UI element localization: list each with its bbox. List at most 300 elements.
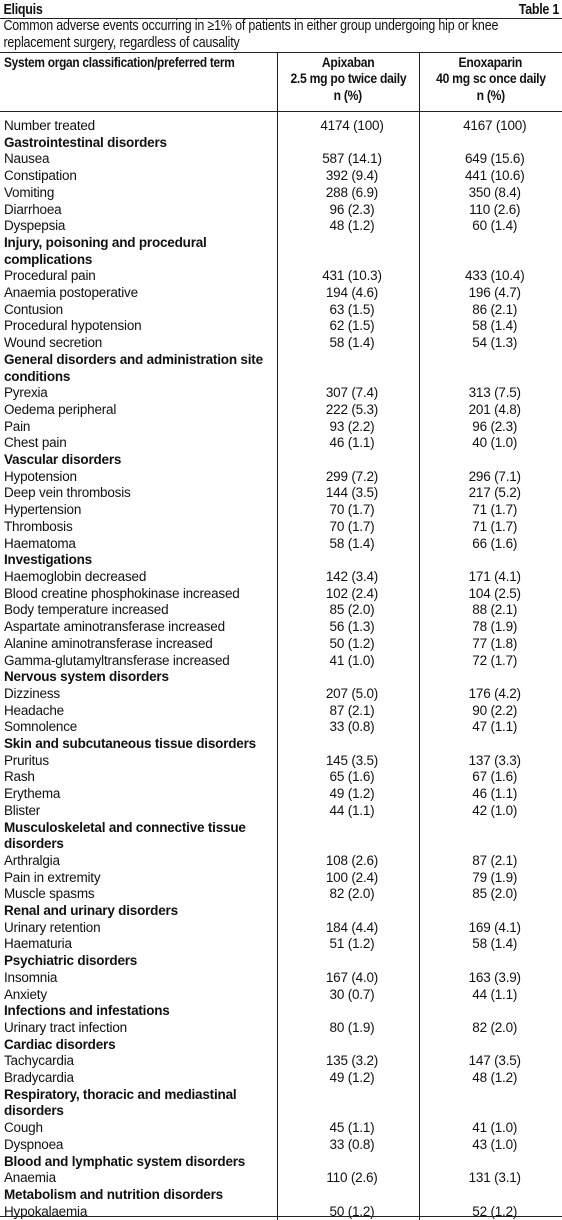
preferred-term (0, 1070, 277, 1087)
enoxaparin-cell-empty (419, 452, 562, 469)
apixaban-value: 65 (1.6) (277, 769, 419, 786)
enoxaparin-value: 4167 (100) (419, 112, 562, 135)
enoxaparin-value: 44 (1.1) (419, 987, 562, 1004)
table-header-bar (0, 0, 562, 18)
table-row (0, 703, 562, 720)
category-row (0, 903, 562, 920)
table-row (0, 1020, 562, 1037)
apixaban-header-line-3: n (%) (334, 88, 362, 104)
apixaban-value: 56 (1.3) (277, 619, 419, 636)
preferred-term (0, 151, 277, 168)
apixaban-cell-empty (277, 235, 419, 268)
apixaban-value: 48 (1.2) (277, 218, 419, 235)
category-row (0, 1037, 562, 1054)
preferred-term-text: Urinary tract infection (4, 1020, 127, 1035)
apixaban-value: 135 (3.2) (277, 1053, 419, 1070)
category-label-text: Blood and lymphatic system disorders (4, 1154, 245, 1169)
apixaban-value: 63 (1.5) (277, 302, 419, 319)
category-label (0, 552, 277, 569)
preferred-term (0, 502, 277, 519)
preferred-term-text: Contusion (4, 302, 63, 317)
preferred-term (0, 168, 277, 185)
enoxaparin-value: 71 (1.7) (419, 519, 562, 536)
apixaban-header-line-2: 2.5 mg po twice daily (290, 71, 406, 87)
preferred-term (0, 268, 277, 285)
category-label (0, 820, 277, 853)
table-row (0, 519, 562, 536)
column-header-apixaban (277, 53, 419, 112)
preferred-term (0, 803, 277, 820)
preferred-term (0, 653, 277, 670)
preferred-term-text: Somnolence (4, 719, 77, 734)
category-label (0, 1154, 277, 1171)
table-row (0, 485, 562, 502)
enoxaparin-cell-empty (419, 1037, 562, 1054)
category-label (0, 1003, 277, 1020)
apixaban-value: 100 (2.4) (277, 870, 419, 887)
apixaban-cell-empty (277, 1003, 419, 1020)
enoxaparin-value: 48 (1.2) (419, 1070, 562, 1087)
category-row (0, 352, 562, 385)
preferred-term (0, 870, 277, 887)
table-row (0, 1137, 562, 1154)
apixaban-value: 80 (1.9) (277, 1020, 419, 1037)
enoxaparin-value: 79 (1.9) (419, 870, 562, 887)
preferred-term (0, 485, 277, 502)
preferred-term (0, 719, 277, 736)
category-row (0, 235, 562, 268)
enoxaparin-value: 147 (3.5) (419, 1053, 562, 1070)
apixaban-value: 288 (6.9) (277, 185, 419, 202)
preferred-term (0, 536, 277, 553)
category-row (0, 552, 562, 569)
preferred-term (0, 636, 277, 653)
category-label-text: Metabolism and nutrition disorders (4, 1187, 223, 1202)
preferred-term-text: Anxiety (4, 987, 47, 1002)
enoxaparin-value: 60 (1.4) (419, 218, 562, 235)
preferred-term (0, 435, 277, 452)
enoxaparin-value: 82 (2.0) (419, 1020, 562, 1037)
category-label-text: Nervous system disorders (4, 669, 169, 684)
table-row (0, 1070, 562, 1087)
preferred-term (0, 753, 277, 770)
category-label-text: Infections and infestations (4, 1003, 170, 1018)
enoxaparin-cell-empty (419, 352, 562, 385)
preferred-term (0, 112, 277, 135)
enoxaparin-value: 649 (15.6) (419, 151, 562, 168)
apixaban-value: 145 (3.5) (277, 753, 419, 770)
apixaban-value: 62 (1.5) (277, 318, 419, 335)
preferred-term (0, 469, 277, 486)
table-row (0, 719, 562, 736)
preferred-term (0, 703, 277, 720)
enoxaparin-cell-empty (419, 1187, 562, 1204)
preferred-term (0, 419, 277, 436)
table-row (0, 168, 562, 185)
preferred-term (0, 853, 277, 870)
category-label (0, 235, 277, 268)
preferred-term-text: Hypotension (4, 469, 77, 484)
apixaban-cell-empty (277, 452, 419, 469)
table-row (0, 185, 562, 202)
enoxaparin-value: 58 (1.4) (419, 318, 562, 335)
preferred-term-text: Urinary retention (4, 920, 100, 935)
preferred-term-text: Cough (4, 1120, 43, 1135)
preferred-term (0, 202, 277, 219)
table-row (0, 335, 562, 352)
preferred-term (0, 970, 277, 987)
preferred-term (0, 987, 277, 1004)
enoxaparin-value: 78 (1.9) (419, 619, 562, 636)
preferred-term-text: Dyspnoea (4, 1137, 63, 1152)
table-row (0, 285, 562, 302)
enoxaparin-value: 196 (4.7) (419, 285, 562, 302)
column-header-enoxaparin (419, 53, 562, 112)
enoxaparin-value: 296 (7.1) (419, 469, 562, 486)
apixaban-value: 4174 (100) (277, 112, 419, 135)
apixaban-value: 93 (2.2) (277, 419, 419, 436)
enoxaparin-value: 131 (3.1) (419, 1170, 562, 1187)
preferred-term-text: Number treated (4, 118, 95, 133)
apixaban-cell-empty (277, 552, 419, 569)
category-label (0, 1187, 277, 1204)
category-row (0, 953, 562, 970)
apixaban-value: 194 (4.6) (277, 285, 419, 302)
preferred-term-text: Constipation (4, 168, 77, 183)
table-header-row (0, 53, 562, 112)
enoxaparin-value: 137 (3.3) (419, 753, 562, 770)
enoxaparin-value: 350 (8.4) (419, 185, 562, 202)
table-body (0, 112, 562, 1220)
apixaban-cell-empty (277, 1037, 419, 1054)
preferred-term-text: Pain in extremity (4, 870, 100, 885)
adverse-events-table (0, 52, 562, 1220)
enoxaparin-value: 46 (1.1) (419, 786, 562, 803)
enoxaparin-cell-empty (419, 235, 562, 268)
preferred-term-text: Bradycardia (4, 1070, 74, 1085)
table-row (0, 803, 562, 820)
category-label-text: Injury, poisoning and procedural complications (4, 235, 207, 267)
enoxaparin-value: 86 (2.1) (419, 302, 562, 319)
enoxaparin-value: 88 (2.1) (419, 602, 562, 619)
table-row (0, 569, 562, 586)
category-label (0, 352, 277, 385)
table-row (0, 1053, 562, 1070)
table-row (0, 435, 562, 452)
enoxaparin-header-line-2: 40 mg sc once daily (436, 71, 546, 87)
column-header-term-text: System organ classification/preferred term (4, 55, 268, 71)
enoxaparin-value: 87 (2.1) (419, 853, 562, 870)
preferred-term-text: Blood creatine phosphokinase increased (4, 586, 240, 601)
preferred-term-text: Rash (4, 769, 35, 784)
enoxaparin-value: 171 (4.1) (419, 569, 562, 586)
apixaban-value: 33 (0.8) (277, 1137, 419, 1154)
brand-name: Eliquis (3, 2, 42, 18)
preferred-term-text: Aspartate aminotransferase increased (4, 619, 225, 634)
table-row (0, 419, 562, 436)
preferred-term (0, 1137, 277, 1154)
apixaban-value: 299 (7.2) (277, 469, 419, 486)
preferred-term-text: Thrombosis (4, 519, 73, 534)
apixaban-value: 70 (1.7) (277, 502, 419, 519)
table-row (0, 151, 562, 168)
apixaban-cell-empty (277, 1154, 419, 1171)
apixaban-value: 167 (4.0) (277, 970, 419, 987)
enoxaparin-value: 67 (1.6) (419, 769, 562, 786)
apixaban-value: 431 (10.3) (277, 268, 419, 285)
enoxaparin-value: 433 (10.4) (419, 268, 562, 285)
enoxaparin-value: 66 (1.6) (419, 536, 562, 553)
category-row (0, 452, 562, 469)
category-label-text: Vascular disorders (4, 452, 121, 467)
enoxaparin-value: 47 (1.1) (419, 719, 562, 736)
preferred-term-text: Blister (4, 803, 40, 818)
category-label-text: Gastrointestinal disorders (4, 135, 167, 150)
preferred-term (0, 569, 277, 586)
apixaban-value: 49 (1.2) (277, 786, 419, 803)
category-label (0, 452, 277, 469)
enoxaparin-value: 169 (4.1) (419, 920, 562, 937)
preferred-term-text: Oedema peripheral (4, 402, 116, 417)
apixaban-value: 587 (14.1) (277, 151, 419, 168)
enoxaparin-header-line-3: n (%) (477, 88, 505, 104)
enoxaparin-cell-empty (419, 1087, 562, 1120)
preferred-term-text: Chest pain (4, 435, 67, 450)
table-row (0, 302, 562, 319)
table-row (0, 469, 562, 486)
category-label (0, 669, 277, 686)
preferred-term-text: Procedural hypotension (4, 318, 141, 333)
table-row (0, 886, 562, 903)
preferred-term-text: Muscle spasms (4, 886, 94, 901)
apixaban-value: 30 (0.7) (277, 987, 419, 1004)
table-row (0, 1204, 562, 1220)
category-row (0, 1003, 562, 1020)
preferred-term (0, 1120, 277, 1137)
apixaban-cell-empty (277, 736, 419, 753)
preferred-term (0, 285, 277, 302)
enoxaparin-cell-empty (419, 552, 562, 569)
table-row (0, 619, 562, 636)
preferred-term (0, 1204, 277, 1220)
preferred-term-text: Erythema (4, 786, 60, 801)
category-row (0, 1154, 562, 1171)
apixaban-cell-empty (277, 903, 419, 920)
preferred-term (0, 1053, 277, 1070)
enoxaparin-cell-empty (419, 953, 562, 970)
apixaban-value: 184 (4.4) (277, 920, 419, 937)
apixaban-value: 58 (1.4) (277, 536, 419, 553)
preferred-term-text: Insomnia (4, 970, 57, 985)
table-row (0, 318, 562, 335)
category-row (0, 820, 562, 853)
enoxaparin-value: 43 (1.0) (419, 1137, 562, 1154)
table-row (0, 218, 562, 235)
preferred-term (0, 185, 277, 202)
category-label (0, 736, 277, 753)
enoxaparin-value: 85 (2.0) (419, 886, 562, 903)
enoxaparin-value: 58 (1.4) (419, 936, 562, 953)
preferred-term (0, 519, 277, 536)
apixaban-value: 87 (2.1) (277, 703, 419, 720)
preferred-term-text: Pain (4, 419, 30, 434)
enoxaparin-cell-empty (419, 1154, 562, 1171)
table-row (0, 636, 562, 653)
apixaban-cell-empty (277, 352, 419, 385)
preferred-term (0, 218, 277, 235)
table-row (0, 1170, 562, 1187)
category-label-text: Investigations (4, 552, 92, 567)
category-row (0, 736, 562, 753)
apixaban-value: 222 (5.3) (277, 402, 419, 419)
category-row (0, 1187, 562, 1204)
enoxaparin-value: 71 (1.7) (419, 502, 562, 519)
category-row (0, 1087, 562, 1120)
apixaban-value: 58 (1.4) (277, 335, 419, 352)
table-row (0, 112, 562, 135)
apixaban-value: 96 (2.3) (277, 202, 419, 219)
table-row (0, 536, 562, 553)
enoxaparin-value: 41 (1.0) (419, 1120, 562, 1137)
table-row (0, 268, 562, 285)
preferred-term-text: Vomiting (4, 185, 54, 200)
category-label (0, 1087, 277, 1120)
table-row (0, 853, 562, 870)
table-caption: Common adverse events occurring in ≥1% of patients in either group undergoing hip or knee replacement surgery, regardless of causality (0, 18, 562, 52)
category-label (0, 135, 277, 152)
enoxaparin-value: 104 (2.5) (419, 586, 562, 603)
enoxaparin-value: 42 (1.0) (419, 803, 562, 820)
preferred-term (0, 1020, 277, 1037)
preferred-term (0, 886, 277, 903)
table-row (0, 1120, 562, 1137)
preferred-term-text: Haematuria (4, 936, 72, 951)
preferred-term (0, 936, 277, 953)
table-row (0, 653, 562, 670)
apixaban-cell-empty (277, 953, 419, 970)
preferred-term-text: Dyspepsia (4, 218, 65, 233)
category-label (0, 1037, 277, 1054)
table-row (0, 769, 562, 786)
preferred-term (0, 402, 277, 419)
preferred-term (0, 619, 277, 636)
table-row (0, 502, 562, 519)
enoxaparin-value: 90 (2.2) (419, 703, 562, 720)
enoxaparin-cell-empty (419, 135, 562, 152)
preferred-term-text: Procedural pain (4, 268, 96, 283)
preferred-term-text: Wound secretion (4, 335, 102, 350)
table-row (0, 753, 562, 770)
preferred-term-text: Arthralgia (4, 853, 60, 868)
preferred-term-text: Headache (4, 703, 64, 718)
apixaban-value: 142 (3.4) (277, 569, 419, 586)
category-row (0, 669, 562, 686)
category-label (0, 903, 277, 920)
apixaban-value: 392 (9.4) (277, 168, 419, 185)
preferred-term-text: Body temperature increased (4, 602, 168, 617)
preferred-term (0, 1170, 277, 1187)
enoxaparin-value: 201 (4.8) (419, 402, 562, 419)
enoxaparin-value: 52 (1.2) (419, 1204, 562, 1220)
enoxaparin-cell-empty (419, 820, 562, 853)
category-label-text: General disorders and administration site conditions (4, 352, 263, 384)
apixaban-value: 41 (1.0) (277, 653, 419, 670)
table-row (0, 870, 562, 887)
preferred-term-text: Diarrhoea (4, 202, 61, 217)
apixaban-value: 307 (7.4) (277, 385, 419, 402)
apixaban-value: 70 (1.7) (277, 519, 419, 536)
table-row (0, 970, 562, 987)
preferred-term (0, 586, 277, 603)
table-row (0, 602, 562, 619)
apixaban-header-line-1: Apixaban (322, 55, 375, 71)
apixaban-value: 82 (2.0) (277, 886, 419, 903)
preferred-term-text: Tachycardia (4, 1053, 74, 1068)
apixaban-value: 44 (1.1) (277, 803, 419, 820)
preferred-term-text: Pyrexia (4, 385, 48, 400)
preferred-term (0, 920, 277, 937)
table-label: Table 1 (519, 2, 559, 18)
enoxaparin-cell-empty (419, 669, 562, 686)
column-header-term (0, 53, 277, 112)
preferred-term (0, 318, 277, 335)
preferred-term-text: Haematoma (4, 536, 76, 551)
enoxaparin-value: 176 (4.2) (419, 686, 562, 703)
preferred-term-text: Hypertension (4, 502, 81, 517)
preferred-term-text: Deep vein thrombosis (4, 485, 131, 500)
preferred-term-text: Anaemia (4, 1170, 56, 1185)
enoxaparin-cell-empty (419, 736, 562, 753)
enoxaparin-header-line-1: Enoxaparin (459, 55, 522, 71)
apixaban-value: 49 (1.2) (277, 1070, 419, 1087)
preferred-term (0, 769, 277, 786)
table-row (0, 586, 562, 603)
preferred-term (0, 302, 277, 319)
apixaban-value: 207 (5.0) (277, 686, 419, 703)
apixaban-value: 102 (2.4) (277, 586, 419, 603)
table-row (0, 786, 562, 803)
table-row (0, 936, 562, 953)
preferred-term-text: Hypokalaemia (4, 1204, 87, 1219)
apixaban-value: 46 (1.1) (277, 435, 419, 452)
category-label-text: Cardiac disorders (4, 1037, 115, 1052)
apixaban-cell-empty (277, 669, 419, 686)
apixaban-value: 51 (1.2) (277, 936, 419, 953)
enoxaparin-value: 313 (7.5) (419, 385, 562, 402)
table-row (0, 385, 562, 402)
enoxaparin-value: 54 (1.3) (419, 335, 562, 352)
enoxaparin-value: 217 (5.2) (419, 485, 562, 502)
table-row (0, 920, 562, 937)
preferred-term-text: Dizziness (4, 686, 60, 701)
preferred-term-text: Haemoglobin decreased (4, 569, 146, 584)
apixaban-value: 33 (0.8) (277, 719, 419, 736)
apixaban-value: 108 (2.6) (277, 853, 419, 870)
enoxaparin-value: 77 (1.8) (419, 636, 562, 653)
apixaban-value: 50 (1.2) (277, 636, 419, 653)
category-label-text: Skin and subcutaneous tissue disorders (4, 736, 256, 751)
table-row (0, 686, 562, 703)
table-row (0, 402, 562, 419)
preferred-term-text: Alanine aminotransferase increased (4, 636, 213, 651)
category-label-text: Psychiatric disorders (4, 953, 137, 968)
category-label (0, 953, 277, 970)
category-row (0, 135, 562, 152)
apixaban-value: 144 (3.5) (277, 485, 419, 502)
apixaban-value: 110 (2.6) (277, 1170, 419, 1187)
enoxaparin-value: 441 (10.6) (419, 168, 562, 185)
apixaban-value: 45 (1.1) (277, 1120, 419, 1137)
